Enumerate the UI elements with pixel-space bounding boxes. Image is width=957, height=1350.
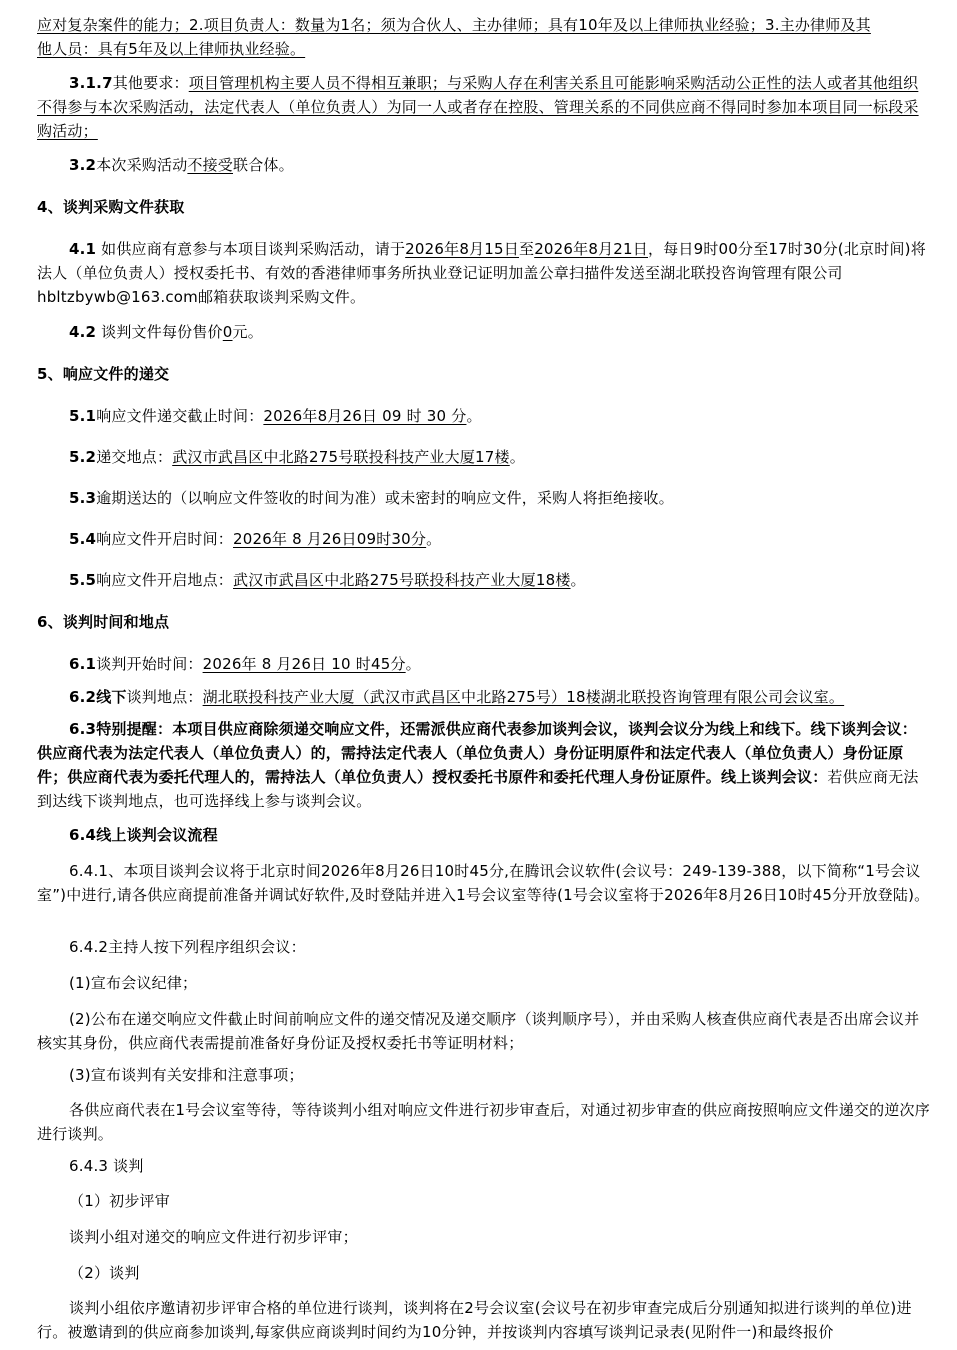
section-text-mid: 至	[518, 240, 535, 258]
meeting-address-value: 湖北联投科技产业大厦（武汉市武昌区中北路275号）18楼湖北联投咨询管理有限公司会议室。	[202, 688, 845, 706]
section-number: 5.5	[69, 571, 97, 589]
section-text-end: 。	[509, 448, 525, 466]
opening-time-value: 2026年 8 月26日09时30分	[233, 530, 427, 548]
heading-4: 4、谈判采购文件获取	[37, 198, 185, 216]
section-label: 其他要求：	[112, 74, 189, 92]
section-text: 本次采购活动	[96, 156, 188, 174]
heading-6: 6、谈判时间和地点	[37, 613, 170, 631]
list-item: (2)公布在递交响应文件截止时间前响应文件的递交情况及递交顺序（谈判顺序号），并由采购人核查供应商代表是否出席会议并核实其身份，供应商代表需提前准备好身份证及授权委托书等证明材料；	[37, 1010, 920, 1052]
s317-cont-line2: 他人员：具有5年及以上律师执业经验。	[37, 40, 306, 58]
section-text-end: 联合体。	[233, 156, 294, 174]
section-text: 项目管理机构主要人员不得相互兼职；与采购人存在利害关系且可能影响采购活动公正性的法人或者其他组织不得参与本次采购活动，法定代表人（单位负责人）为同一人或者存在控股、管理关系的不同供应商不得同时参加本项目同一标段采购活动；	[37, 74, 919, 140]
section-5-3	[37, 486, 932, 510]
section-value: 不接受	[187, 156, 233, 174]
opening-address-value: 武汉市武昌区中北路275号联投科技产业大厦18楼	[233, 571, 571, 589]
section-number: 6.3	[69, 720, 97, 738]
section-text-end: 。	[426, 530, 442, 548]
start-date: 2026年8月15日	[405, 240, 519, 258]
section-5-1	[37, 404, 932, 428]
section-6-4-2: 6.4.2主持人按下列程序组织会议：	[69, 938, 306, 956]
sub-heading-negotiation: （2）谈判	[69, 1264, 140, 1282]
paragraph-negotiation: 谈判小组依序邀请初步评审合格的单位进行谈判，谈判将在2号会议室(会议号在初步审查完成后分别通知拟进行谈判的单位)进行。被邀请到的供应商参加谈判,每家供应商谈判时间约为10分钟，并按谈判内容填写谈判记录表(见附件一)和最终报价	[37, 1299, 912, 1341]
section-text: 响应文件递交截止时间：	[96, 407, 264, 425]
section-5-4	[37, 527, 932, 551]
section-5-5	[37, 568, 932, 592]
section-text: 谈判开始时间：	[96, 655, 203, 673]
deadline-value: 2026年8月26日 09 时 30 分	[263, 407, 467, 425]
list-item: (1)宣布会议纪律；	[69, 974, 198, 992]
section-text-end: 。	[466, 407, 482, 425]
start-time-value: 2026年 8 月26日 10 时45分	[202, 655, 406, 673]
section-text: 谈判地点：	[126, 688, 203, 706]
s317-continuation	[37, 13, 932, 61]
paragraph-preliminary: 谈判小组对递交的响应文件进行初步评审；	[69, 1228, 358, 1246]
price-value: 0	[222, 323, 233, 341]
section-offline-label: 线下	[96, 688, 127, 706]
section-6-1	[37, 652, 932, 676]
section-6-4-1: 6.4.1、本项目谈判会议将于北京时间2026年8月26日10时45分,在腾讯会议软件(会议号：249-139-388，以下简称“1号会议室”)中进行,请各供应商提前准备并调试好软件,及时登陆并进入1号会议室等待(1号会议室将于2026年8月26日10时45分开放登陆)。	[37, 862, 930, 904]
section-6-4	[37, 823, 932, 847]
section-3-1-7	[37, 71, 932, 143]
section-number: 5.2	[69, 448, 97, 466]
s317-cont-line1: 应对复杂案件的能力；2.项目负责人：数量为1名；须为合伙人、主办律师；具有10年及以上律师执业经验；3.主办律师及其	[37, 16, 871, 34]
section-text: 响应文件开启地点：	[96, 571, 233, 589]
section-4-1	[37, 237, 932, 309]
section-number: 4.2	[69, 323, 97, 341]
section-text-end: ，每日9时00分至17时30分(北京时间)将法人（单位负责人）授权委托书、有效的香港律师事务所执业登记证明加盖公章扫描件发送至湖北联投咨询管理有限公司hbltzbywb@163.com邮箱获取谈判采购文件。	[37, 240, 926, 306]
section-text: 响应文件开启时间：	[96, 530, 233, 548]
heading-5: 5、响应文件的递交	[37, 365, 170, 383]
section-text-end: 。	[405, 655, 421, 673]
section-text: 如供应商有意参与本项目谈判采购活动，请于	[96, 240, 406, 258]
section-6-4-3: 6.4.3 谈判	[69, 1157, 144, 1175]
section-number: 5.1	[69, 407, 97, 425]
section-text: 递交地点：	[96, 448, 173, 466]
paragraph-wait: 各供应商代表在1号会议室等待，等待谈判小组对响应文件进行初步审查后，对通过初步审查的供应商按照响应文件递交的逆次序进行谈判。	[37, 1101, 930, 1143]
section-title: 线上谈判会议流程	[96, 826, 218, 844]
section-number: 6.4	[69, 826, 97, 844]
section-number: 3.2	[69, 156, 97, 174]
section-number: 6.2	[69, 688, 97, 706]
section-number: 5.3	[69, 489, 97, 507]
section-number: 6.1	[69, 655, 97, 673]
section-5-2	[37, 445, 932, 469]
section-3-2	[37, 153, 932, 177]
section-number: 5.4	[69, 530, 97, 548]
section-text-end: 若供应商无法到达线下谈判地点，也可选择线上参与谈判会议。	[37, 768, 919, 810]
section-number: 4.1	[69, 240, 97, 258]
section-text: 谈判文件每份售价	[96, 323, 223, 341]
section-4-2	[37, 320, 932, 344]
end-date: 2026年8月21日	[534, 240, 648, 258]
special-reminder-text: 特别提醒：本项目供应商除须递交响应文件，还需派供应商代表参加谈判会议，谈判会议分为线上和线下。线下谈判会议：供应商代表为法定代表人（单位负责人）的，需持法定代表人（单位负责人）身份证明原件和法定代表人（单位负责人）身份证原件；供应商代表为委托代理人的，需持法人（单位负责人）授权委托书原件和委托代理人身份证原件。线上谈判会议：	[37, 720, 917, 786]
list-item: (3)宣布谈判有关安排和注意事项；	[69, 1066, 304, 1084]
section-text-end: 元。	[232, 323, 263, 341]
sub-heading-preliminary: （1）初步评审	[69, 1192, 170, 1210]
address-value: 武汉市武昌区中北路275号联投科技产业大厦17楼	[172, 448, 510, 466]
section-text-end: 。	[570, 571, 586, 589]
section-6-3	[37, 717, 932, 813]
section-6-2	[37, 685, 932, 709]
section-number: 3.1.7	[69, 74, 113, 92]
section-text: 逾期送达的（以响应文件签收的时间为准）或未密封的响应文件，采购人将拒绝接收。	[96, 489, 674, 507]
